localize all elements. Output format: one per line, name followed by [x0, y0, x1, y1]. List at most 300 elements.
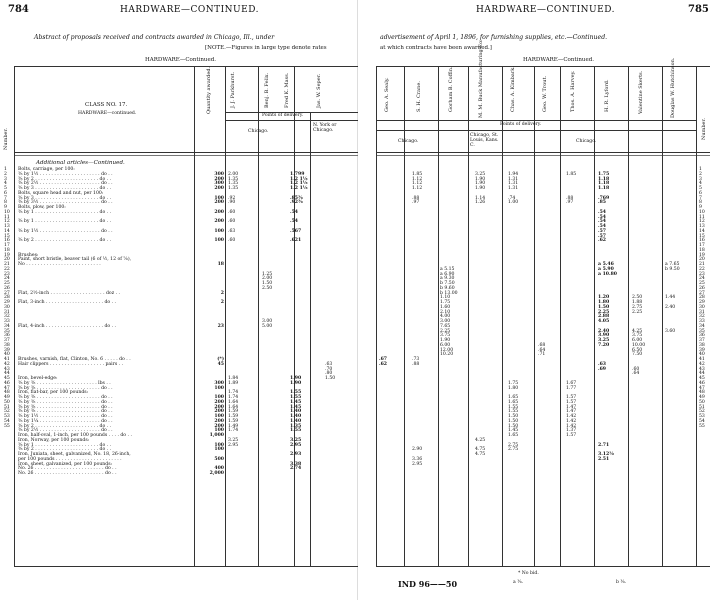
bid-cell: 1.35: [290, 423, 302, 429]
bid-cell: 1.40: [290, 414, 302, 419]
bid-cell: 1.00: [508, 200, 519, 206]
bid-cell: 1.40: [290, 409, 302, 415]
quantity-cell: 500: [214, 456, 224, 462]
left-divider-parkhurst: [225, 66, 226, 566]
right-points-rule: [376, 120, 696, 121]
quantity-cell: 100: [214, 442, 224, 448]
bid-cell: 1.85: [566, 171, 577, 177]
bid-cell: 4.25: [632, 328, 643, 334]
article-line: ⅜ by 1½ . . . . . . . . . . . . . . . . . . . . . do . .: [18, 171, 113, 177]
bid-cell: 1.50: [598, 304, 610, 310]
article-line: Flat, 2½-inch . . . . . . . . . . . . . . . . . . . doz . .: [18, 290, 120, 296]
bid-cell: 1.80: [508, 385, 519, 391]
item-number: 55: [699, 423, 705, 429]
article-line: ⅜ by 2½ . . . . . . . . . . . . . . . . . . . . . do . .: [18, 181, 113, 187]
bid-cell: 1.57: [566, 433, 577, 438]
right-divider-2: [438, 66, 439, 566]
item-number: 38: [4, 342, 10, 348]
bid-cell: 4.75: [475, 447, 486, 453]
bid-cell: 1.57: [566, 395, 577, 400]
left-page: [0, 0, 358, 600]
quantity-cell: 45: [217, 361, 224, 367]
bid-cell: 1.55: [508, 404, 519, 410]
bid-cell: 3.25: [290, 437, 302, 443]
bid-cell: a 6.90: [440, 271, 455, 277]
bid-cell: .85: [598, 200, 606, 206]
left-bidder-3: Fred K. Mass.: [284, 72, 290, 108]
item-number: 20: [4, 257, 10, 263]
item-number: 27: [4, 290, 10, 296]
bid-cell: 1.84: [228, 376, 239, 381]
quantity-cell: 100: [214, 414, 224, 419]
bid-cell: 12.00: [440, 347, 454, 353]
item-number: 33: [699, 319, 705, 324]
item-number: 50: [4, 399, 10, 405]
quantity-cell: 200: [214, 176, 224, 182]
bid-cell: 1.42: [566, 414, 577, 419]
bid-cell: 2.40: [665, 304, 676, 310]
item-number: 40: [4, 352, 10, 358]
bid-cell: 2.95: [290, 442, 302, 448]
item-number: 22: [4, 266, 10, 272]
bid-cell: 3.75: [632, 333, 643, 339]
bid-cell: 1.44: [665, 295, 676, 301]
article-line: Iron, Norway, per 100 pounds:: [18, 437, 90, 443]
bid-cell: 1.14: [475, 195, 486, 201]
bid-cell: .567: [290, 228, 302, 234]
bid-cell: 1.42: [566, 423, 577, 429]
bid-cell: .92: [228, 195, 236, 201]
article-line: No. 26 . . . . . . . . . . . . . . . . . . . . . . . . do . .: [18, 471, 117, 476]
bid-cell: [566, 472, 593, 477]
bid-cell: .69: [598, 366, 606, 372]
bid-cell: [632, 467, 660, 472]
bid-cell: 2.40: [598, 328, 610, 334]
bid-cell: 5.00: [262, 323, 273, 329]
bid-cell: 3.25: [228, 437, 239, 443]
article-line: ⅜ by 2½ . . . . . . . . . . . . . . . . . . . . . do . .: [18, 428, 113, 434]
bid-cell: 1.57: [566, 399, 577, 405]
bid-cell: 6.00: [632, 338, 643, 343]
bid-cell: [379, 463, 403, 468]
bid-cell: .64: [632, 371, 640, 377]
right-coffin-values: [440, 168, 467, 463]
quantity-cell: 1,000: [209, 433, 224, 438]
quantity-cell: 200: [214, 418, 224, 424]
bid-cell: 1.799: [290, 171, 305, 177]
item-number: 3: [4, 176, 7, 182]
right-bidder-8: H. R. Lyford.: [604, 79, 610, 112]
quantity-cell: 100: [214, 395, 224, 400]
item-number: 4: [4, 181, 7, 187]
article-line: ⅜ by ⅜ . . . . . . . . . . . . . . . . . . . . . . do . .: [18, 395, 113, 400]
article-line: Iron, sheet, galvanized, per 100 pounds:: [18, 461, 113, 467]
item-number: 45: [699, 376, 705, 381]
left-bottom-rule: [14, 566, 358, 567]
bid-cell: [440, 458, 467, 463]
quantity-cell: 200: [214, 209, 224, 215]
right-lyford-values: [598, 168, 626, 463]
item-number: 22: [699, 266, 705, 272]
bid-cell: 3.90: [598, 333, 610, 339]
bid-cell: 2.25: [440, 328, 451, 334]
item-number: 7: [699, 195, 702, 201]
item-number: 34: [699, 323, 705, 329]
bid-cell: 1.18: [598, 176, 610, 182]
bid-cell: b 9.60: [440, 285, 455, 291]
bid-cell: 1.12: [412, 186, 423, 191]
item-number: 48: [699, 390, 705, 396]
item-number: 23: [4, 271, 10, 277]
bid-cell: 3.36: [412, 456, 423, 462]
left-bidder-4: Jas. W. Seper.: [316, 73, 322, 108]
bid-cell: .70: [325, 366, 333, 372]
quantity-cell: 200: [214, 404, 224, 410]
bid-cell: 1.45: [290, 404, 302, 410]
item-number: 37: [4, 338, 10, 343]
right-footnote: * No bid.: [518, 571, 539, 576]
bid-cell: b 9.50: [665, 266, 680, 272]
bid-cell: 1.75: [598, 171, 610, 177]
bid-cell: 3.38: [290, 461, 302, 467]
item-number: 5: [699, 186, 702, 191]
item-number: 41: [4, 357, 10, 362]
item-number: 30: [699, 304, 705, 310]
left-divider-number: [14, 66, 15, 566]
left-chicago-label: Chicago.: [248, 129, 269, 134]
article-line: ⅜ by 2 . . . . . . . . . . . . . . . . . . . . . . do . .: [18, 238, 112, 244]
bid-cell: a 5.90: [598, 266, 614, 272]
bid-cell: 1.75: [508, 380, 519, 386]
bid-cell: 1.45: [290, 399, 302, 405]
bid-cell: 1.49: [228, 423, 239, 429]
item-number: 17: [699, 243, 705, 248]
item-number: 46: [699, 380, 705, 386]
item-number: 35: [4, 328, 10, 334]
quantity-cell: 200: [214, 200, 224, 206]
item-number: 28: [699, 295, 705, 301]
bid-cell: a 7.65: [665, 262, 680, 267]
bid-cell: 6.50: [632, 347, 643, 353]
article-line: ⅜ by 2 . . . . . . . . . . . . . . . . . . . . . . do . .: [18, 176, 112, 182]
article-line: Brushes:: [18, 252, 39, 258]
bid-cell: [228, 467, 256, 472]
bid-cell: 2.88: [598, 314, 610, 320]
right-bidder-3: Gorham B. Coffin.: [448, 66, 454, 112]
left-number-heading: Number.: [3, 128, 9, 150]
bid-cell: .62: [379, 361, 387, 367]
bid-cell: .68: [538, 342, 546, 348]
right-stlouis-label: Chicago, St. Louis, Kans. C.: [470, 133, 499, 148]
article-line: No . . . . . . . . . . . . . . . . . . . . . . . . . .: [18, 262, 101, 267]
quantity-cell: 100: [214, 385, 224, 391]
right-bidder-7: Thos. A. Harvey.: [570, 70, 576, 112]
bid-cell: 4.05: [598, 319, 610, 324]
right-bottom-rule: [376, 566, 710, 567]
left-bidder-1: J. J. Parkhurst.: [230, 71, 236, 108]
item-number: 31: [4, 309, 10, 315]
left-header-double-rule: [14, 155, 358, 156]
bid-cell: 1.65: [508, 433, 519, 438]
article-line: Iron, half-oval, 1-inch, per 100 pounds . . . . do . .: [18, 433, 132, 438]
bid-cell: 1.31: [508, 181, 519, 187]
quantity-cell: 300: [214, 181, 224, 187]
item-number: 44: [699, 371, 705, 377]
item-number: 18: [699, 247, 705, 253]
bid-cell: 1.89: [228, 380, 239, 386]
bid-cell: 3.25: [598, 338, 610, 343]
bid-cell: 1.26: [475, 200, 486, 206]
item-number: 26: [699, 285, 705, 291]
bid-cell: 3.75: [440, 333, 451, 339]
article-line: ⅜ by 3 . . . . . . . . . . . . . . . . . . . . . . do . .: [18, 186, 112, 191]
bid-cell: [538, 453, 559, 458]
article-line: Bolts, square head and nut, per 100:: [18, 190, 104, 196]
bid-cell: 1.50: [262, 281, 273, 286]
article-line: Flat, 3-inch . . . . . . . . . . . . . . . . . . . . do . .: [18, 300, 117, 305]
bid-cell: .92⅜: [290, 200, 303, 206]
right-chicago-label-2: Chicago.: [576, 139, 597, 144]
article-line: ⅜ by 1½ . . . . . . . . . . . . . . . . . . . . . do . .: [18, 414, 113, 419]
quantity-cell: (*): [217, 357, 224, 362]
item-number: 47: [699, 385, 705, 391]
item-number: 6: [699, 190, 702, 196]
bid-cell: 10.20: [440, 352, 454, 358]
right-bidder-2: S. H. Crane.: [416, 81, 422, 112]
quantity-cell: 100: [214, 447, 224, 453]
right-header-double-rule: [376, 155, 710, 156]
right-chicago-rule: [376, 130, 696, 131]
item-number: 17: [4, 243, 10, 248]
bid-cell: 2.25: [598, 309, 610, 315]
bid-cell: 2.95: [412, 461, 423, 467]
item-number: 42: [4, 361, 10, 367]
article-line: ⅜ by 1 . . . . . . . . . . . . . . . . . . . . . . do . .: [18, 209, 112, 215]
item-number: 32: [4, 314, 10, 320]
bid-cell: 1.74: [228, 395, 239, 400]
item-number: 13: [699, 224, 705, 229]
bid-cell: 1.88: [632, 300, 643, 305]
bid-cell: [508, 472, 533, 477]
item-number: 39: [4, 347, 10, 353]
article-line: ⅜ by 1¼ . . . . . . . . . . . . . . . . . . . . . do . .: [18, 418, 113, 424]
bid-cell: 1.85: [412, 171, 423, 177]
right-chicago-label-1: Chicago.: [398, 139, 419, 144]
item-number: 2: [4, 171, 7, 177]
item-number: 10: [4, 209, 10, 215]
item-number: 8: [4, 200, 7, 206]
bid-cell: .54: [598, 219, 606, 225]
bid-cell: .97: [412, 200, 420, 206]
bid-cell: 2.10: [440, 309, 451, 315]
bid-cell: 1.47: [566, 409, 577, 415]
article-line: ⅜ by ⅜ . . . . . . . . . . . . . . . . . . . . . . do . .: [18, 409, 113, 415]
article-line: ⅜ by ⅜ . . . . . . . . . . . . . . . . . . . . . . do . .: [18, 385, 113, 391]
bid-cell: .57: [598, 228, 606, 234]
left-seper-values: [325, 168, 355, 477]
quantity-cell: 300: [214, 171, 224, 177]
bid-cell: .54: [598, 224, 606, 229]
bid-cell: 3.25: [475, 171, 486, 177]
item-number: 48: [4, 390, 10, 396]
item-number: 40: [699, 352, 705, 358]
quantity-cell: 300: [214, 380, 224, 386]
bid-cell: 1.59: [228, 409, 239, 415]
bid-cell: 1.35: [228, 176, 239, 182]
right-skerts-values: [632, 168, 660, 472]
left-felix-values: [262, 168, 292, 467]
quantity-cell: 200: [214, 399, 224, 405]
bid-cell: 1.90: [475, 176, 486, 182]
item-number: 10: [699, 209, 705, 215]
item-number: 16: [699, 238, 705, 244]
bid-cell: 1.50: [508, 414, 519, 419]
bid-cell: .88: [412, 361, 420, 367]
item-number: 53: [699, 414, 705, 419]
left-title: Abstract of proposals received and contracts awarded in Chicago, Ill., under: [34, 34, 275, 41]
item-number: 25: [4, 281, 10, 286]
bid-cell: .88: [566, 195, 574, 201]
bid-cell: 1.64: [228, 404, 239, 410]
item-number: 12: [699, 219, 705, 225]
bid-cell: 1.18: [598, 181, 610, 187]
bid-cell: .71: [538, 352, 546, 358]
bid-cell: 7.20: [598, 342, 610, 348]
bid-cell: 1.50: [508, 418, 519, 424]
quantity-cell: 2: [220, 290, 224, 296]
bid-cell: .769: [598, 195, 610, 201]
bid-cell: 1.74: [228, 390, 239, 396]
item-number: 12: [4, 219, 10, 225]
right-crane-values: [412, 168, 436, 467]
article-line: ⅜ by 3 . . . . . . . . . . . . . . . . . . . . . . do . .: [18, 195, 112, 201]
item-number: 54: [699, 418, 705, 424]
left-chicago-rule: [225, 120, 358, 121]
item-number: 36: [4, 333, 10, 339]
bid-cell: 1.37: [566, 428, 577, 434]
right-note: at which contracts have been awarded.]: [380, 45, 492, 51]
bid-cell: 2.75: [508, 447, 519, 453]
item-number: 38: [699, 342, 705, 348]
left-bidder-2: Benj. B. Felix.: [264, 72, 270, 108]
left-header-top-rule: [14, 66, 358, 67]
right-title: advertisement of April 1, 1896, for furnishing supplies, etc.—Continued.: [380, 34, 608, 41]
bid-cell: 1.42: [566, 418, 577, 424]
item-number: 24: [4, 276, 10, 282]
item-number: 1: [699, 167, 702, 172]
item-number: 51: [699, 404, 705, 410]
item-number: 27: [699, 290, 705, 296]
bid-cell: 1.90: [440, 338, 451, 343]
item-number: 18: [4, 247, 10, 253]
bid-cell: 1.74: [228, 428, 239, 434]
bid-cell: 1.60: [440, 304, 451, 310]
item-number: 7: [4, 195, 7, 201]
bid-cell: 2.90: [412, 447, 423, 453]
right-divider-0: [376, 66, 377, 566]
bid-cell: .54: [598, 214, 606, 220]
bid-cell: .63: [325, 361, 333, 367]
item-number: 14: [4, 228, 10, 234]
bid-cell: a 5.46: [598, 262, 614, 267]
item-number: 52: [699, 409, 705, 415]
bid-cell: 1.59: [228, 418, 239, 424]
bid-cell: 1.12: [412, 181, 423, 187]
article-line: ⅜ by ⅜ . . . . . . . . . . . . . . . . . . . . . . do . .: [18, 399, 113, 405]
right-kimbark-values: [508, 168, 533, 477]
right-divider-8: [628, 66, 629, 566]
right-divider-3: [468, 66, 469, 566]
item-number: 28: [4, 295, 10, 301]
quantity-cell: 200: [214, 219, 224, 225]
bid-cell: 1.55: [290, 390, 302, 396]
quantity-cell: 100: [214, 428, 224, 434]
item-number: 25: [699, 281, 705, 286]
left-divider-felix: [258, 66, 259, 566]
bid-cell: 1.90: [290, 376, 302, 381]
right-section: HARDWARE—Continued.: [523, 57, 594, 63]
article-line: ⅜ by ⅜ . . . . . . . . . . . . . . . . . . . . . . do . .: [18, 404, 113, 410]
item-number: 32: [699, 314, 705, 320]
bid-cell: 1.90: [475, 186, 486, 191]
item-number: 3: [699, 176, 702, 182]
right-running-head: HARDWARE—CONTINUED.: [476, 5, 615, 15]
bid-cell: 1.2 1⅛: [290, 176, 308, 182]
item-number: 9: [4, 205, 7, 210]
left-header-bottom-rule: [14, 152, 358, 153]
bid-cell: 3.00: [440, 319, 451, 324]
article-line: ⅜ by 3½ . . . . . . . . . . . . . . . . . . . . . do . .: [18, 200, 113, 206]
bid-cell: 4.75: [475, 452, 486, 457]
left-class-sub: HARDWARE—continued.: [78, 111, 137, 116]
bid-cell: .54: [290, 209, 298, 215]
bid-cell: .85⅜: [290, 195, 303, 201]
item-number: 30: [4, 304, 10, 310]
item-number: 44: [4, 371, 10, 377]
item-number: 45: [4, 376, 10, 381]
bid-cell: .63: [228, 228, 236, 234]
right-sealy-values: [379, 168, 403, 467]
left-quantities: [196, 168, 224, 477]
article-line: Bolts, carriage, per 100:: [18, 167, 75, 172]
item-number: 13: [4, 224, 10, 229]
right-trout-values: [538, 168, 559, 458]
right-divider-6: [560, 66, 561, 566]
item-number: 42: [699, 361, 705, 367]
left-nyc-label: N. York or Chicago.: [313, 123, 337, 133]
right-bidder-9: Valentine Skerts.: [638, 70, 644, 114]
item-number: 21: [4, 262, 10, 267]
bid-cell: 1.90: [290, 380, 302, 386]
right-foot-b: b ⅜.: [616, 580, 627, 585]
item-number: 54: [4, 418, 10, 424]
bid-cell: 1.2 1⅛: [290, 186, 308, 191]
bid-cell: [325, 472, 355, 477]
bid-cell: 1.65: [508, 399, 519, 405]
left-note: [NOTE.—Figures in large type denote rates: [205, 45, 327, 51]
item-number: 4: [699, 181, 702, 187]
bid-cell: .90: [228, 200, 236, 206]
bid-cell: 1.12: [412, 176, 423, 182]
item-number: 41: [699, 357, 705, 362]
quantity-cell: 100: [214, 238, 224, 244]
right-page: [358, 0, 717, 600]
bid-cell: 3.00: [262, 319, 273, 324]
item-number: 15: [699, 233, 705, 239]
item-number: 20: [699, 257, 705, 263]
item-number: 26: [4, 285, 10, 291]
item-number: 34: [4, 323, 10, 329]
